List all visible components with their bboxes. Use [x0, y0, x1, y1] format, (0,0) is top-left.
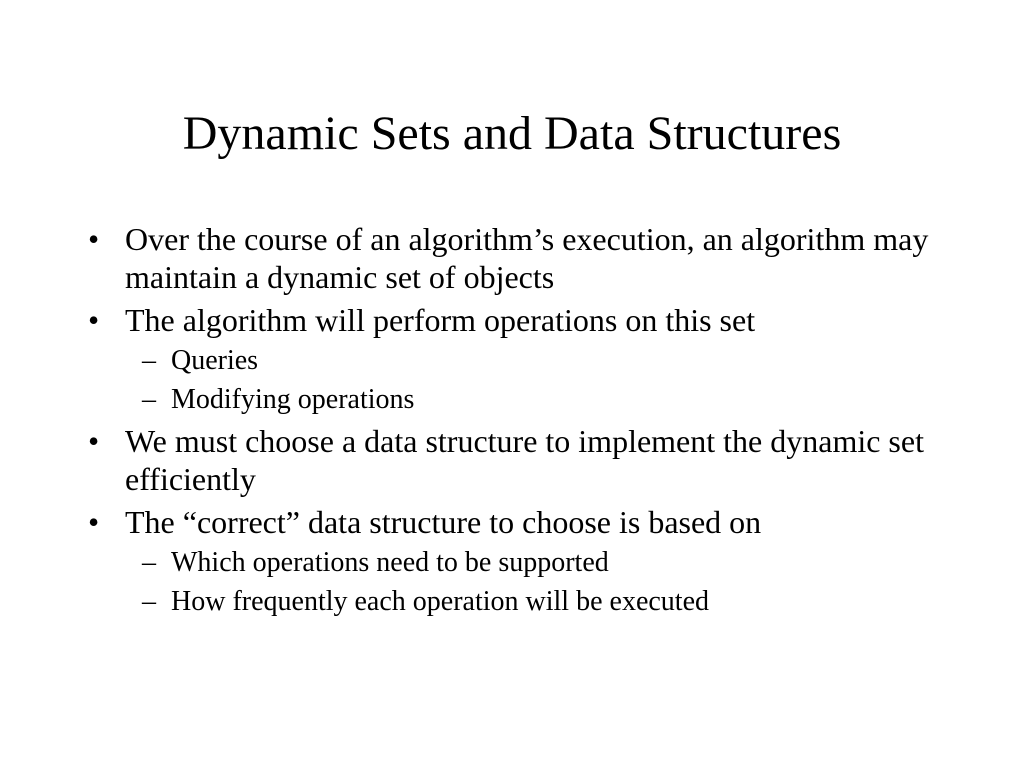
bullet-text: We must choose a data structure to implement the dynamic set efficiently	[125, 423, 924, 497]
bullet-item	[88, 503, 988, 541]
bullet-marker: •	[88, 423, 100, 459]
bullet-text: The “correct” data structure to choose is based on	[125, 504, 762, 540]
sub-bullet-text: Queries	[171, 345, 259, 376]
bullet-list	[88, 220, 988, 624]
sub-bullet-marker: –	[142, 345, 156, 376]
sub-bullet-text: Modifying operations	[171, 384, 415, 415]
sub-bullet-item	[88, 585, 988, 618]
bullet-marker: •	[88, 504, 100, 540]
sub-bullet-item	[88, 344, 988, 377]
sub-bullet-marker: –	[142, 586, 156, 617]
sub-bullet-marker: –	[142, 547, 156, 578]
sub-bullet-item	[88, 383, 988, 416]
bullet-marker: •	[88, 302, 100, 338]
sub-bullet-text: How frequently each operation will be executed	[171, 586, 710, 617]
bullet-text: Over the course of an algorithm’s execution, an algorithm may maintain a dynamic set of objects	[125, 221, 929, 295]
sub-bullet-item	[88, 546, 988, 579]
bullet-item	[88, 220, 988, 296]
bullet-item	[88, 422, 988, 498]
sub-bullet-marker: –	[142, 384, 156, 415]
bullet-marker: •	[88, 221, 100, 257]
slide-title: Dynamic Sets and Data Structures	[182, 107, 842, 160]
sub-bullet-text: Which operations need to be supported	[171, 547, 609, 578]
bullet-item	[88, 301, 988, 339]
bullet-text: The algorithm will perform operations on this set	[125, 302, 756, 338]
